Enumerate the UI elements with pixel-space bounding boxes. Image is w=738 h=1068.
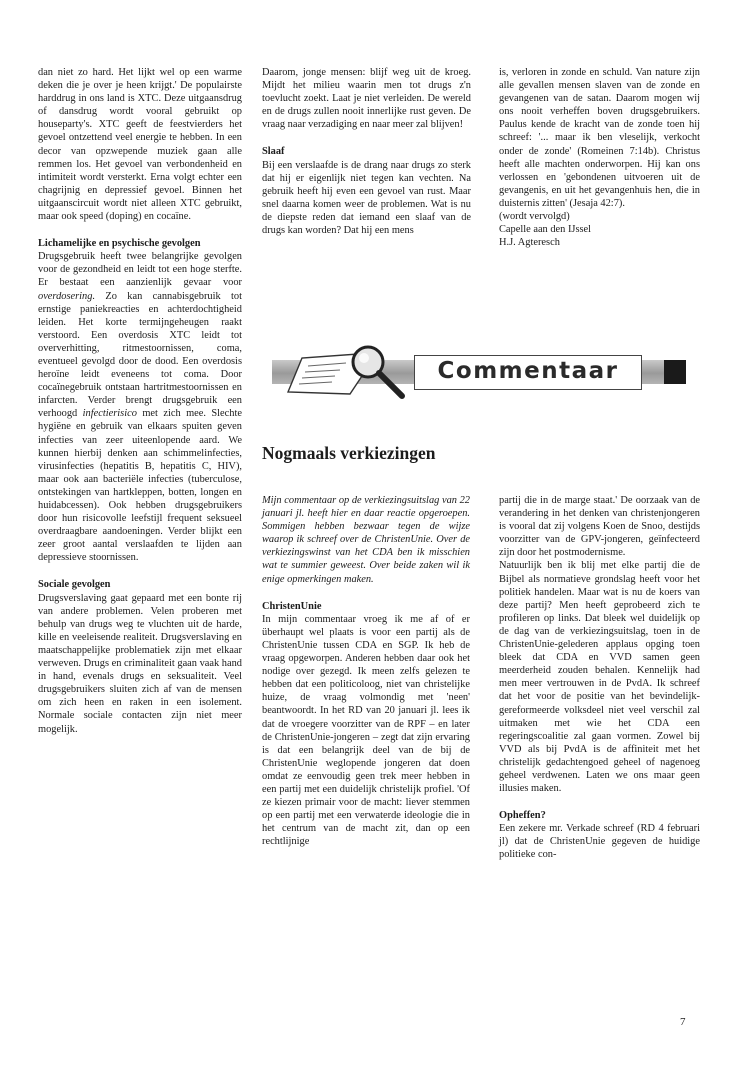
column-1 [38, 66, 242, 736]
article-title: Nogmaals verkiezingen [262, 443, 436, 463]
article-lead: Mijn commentaar op de verkiezingsuitslag van 22 januari jl. heeft hier en daar reactie opgeroepen. Sommigen hebben bezwaar tegen de wijze waarop ik schreef over de ChristenUnie. Over de verkiezingswinst van het CDA ben ik misschien wat te summier geweest. Over beide zaken wil ik enige opmerkingen maken. [262, 495, 470, 585]
heading-opheffen: Opheffen? [499, 810, 546, 822]
heading-sociale-gevolgen: Sociale gevolgen [38, 579, 111, 591]
place-line: Capelle aan den IJssel [499, 224, 592, 236]
magnifier-paper-icon [280, 340, 410, 406]
author-name: H.J. Agteresch [499, 237, 560, 249]
article-paragraph-4: Een zekere mr. Verkade schreef (RD 4 februari jl) dat de ChristenUnie gegeven de huidige politieke con- [499, 823, 700, 861]
col1-paragraph-social: Drugsverslaving gaat gepaard met een bonte rij van andere problemen. Velen proberen met behulp van drugs weg te vluchten uit de harde, kille en veeleisende realiteit. Drugsverslaving en maatschappelijke problematiek zijn met elkaar verweven. Drugs en criminaliteit gaan vaak hand in hand, evenals drugs en seksualiteit. Veel drugsgebruikers sluiten zich af van de mensen om zich heen en raken in een isolement. Normale sociale contacten zijn niet meer mogelijk. [38, 592, 242, 735]
continued-note: (wordt vervolgd) [499, 211, 570, 223]
col3-paragraph: is, verloren in zonde en schuld. Van nature zijn alle gevallen mensen slaven van de zonde en gevangenen van de satan. Daarom mogen wij ons nooit verheffen boven drugsgebruikers. Paulus kende de kracht van de zonde toen hij schreef: '... maar ik ben vleselijk, verkocht onder de zonde' (Romeinen 7:14b). Christus heeft alle machten onderworpen. Hij kan ons verlossen en 'gebondenen uitvoeren uit de gevangenis, en uit het gevangenhuis hen, die in duisternis zitten' (Jesaja 42:7). [499, 67, 700, 209]
column-3 [499, 66, 700, 249]
banner-label: Commentaar [437, 358, 619, 384]
col1-intro: dan niet zo hard. Het lijkt wel op een warme deken die je over je heen krijgt.' De populairste harddrug in ons land is XTC. Deze uitgaansdrug of dansdrug wordt vooral gebruikt op houseparty's. XTC geeft de feestvierders het gevoel ontzettend veel energie te hebben. In een decor van opzwepende muziek gaan alle remmen los. Het gevoel van verbondenheid en intimiteit wordt versterkt. Erna volgt echter een chagrijnig en depressief gevoel. Binnen het uitgaanscircuit wordt niet alleen XTC gebruikt, maar ook speed (doping) en cocaïne. [38, 67, 242, 223]
article-column-right [499, 494, 700, 862]
banner-end-block [664, 360, 686, 384]
article-paragraph-1: In mijn commentaar vroeg ik me af of er überhaupt wel plaats is voor een partij als de ChristenUnie tussen CDA en SGP. Ik heb de vraag opgeworpen. Anderen hebben daar ook het nodige over gezegd. Ik meen zelfs gelezen te hebben dat een politicoloog, niet van christelijke huize, de vraag volmondig met 'neen' beantwoordt. In het RD van 20 januari jl. lees ik dat de vroegere voorzitter van de RPF – en later de ChristenUnie-jongeren – zegt dat zijn ervaring is dat een belangrijk deel van de bij de ChristenUnie weglopende jongeren dat doen omdat ze eenvoudig geen trek meer hebben in een partij met een duidelijk christelijk profiel. 'Of ze kiezen primair voor de macht: liever stemmen op een partij met een verwaterde ideologie die in het centrum van de macht zit, dan op een rechtlijnige [262, 613, 470, 848]
article-paragraph-2: partij die in de marge staat.' De oorzaak van de verandering in het denken van christenjongeren is vooral dat zij volgens Koen de Snoo, destijds voorzitter van de GPV-jongeren, geïnfecteerd zijn door het postmodernisme. [499, 495, 700, 559]
page-number: 7 [680, 1016, 686, 1028]
col2-intro: Daarom, jonge mensen: blijf weg uit de kroeg. Mijdt het milieu waarin men tot drugs z'n toevlucht zoekt. Laat je niet verleiden. De wereld en de drugs zullen nooit innerlijke rust geven. De vraag naar verzadiging en naar meer zal blijven! [262, 67, 471, 131]
article-paragraph-3: Natuurlijk ben ik blij met elke partij die de Bijbel als normatieve grondslag heeft voor het politiek handelen. Maar wat is nu de koers van deze partij? Men heeft geprobeerd zich te profileren op links. Dat bleek wel duidelijk op de dag van de verkiezingsuitslag, toen in de ChristenUnie-gelederen applaus opging toen bleek dat CDA en VVD samen geen meerderheid zouden behalen. Kennelijk had men meer vertrouwen in de PvdA. Ik schreef dat het voor de positie van het bevindelijk-gereformeerde volksdeel niet veel verschil zal uitmaken met wie het CDA een regeringscoalitie zal gaan vormen. Zowel bij VVD als bij PvdA is de affiniteit met het christelijk gedachtengoed geheel of nagenoeg geheel verdwenen. Laten we ons maar geen illusies maken. [499, 560, 700, 795]
col2-paragraph: Bij een verslaafde is de drang naar drugs zo sterk dat hij er eigenlijk niet tegen kan vechten. Na gebruik heeft hij even een gevoel van rust. Maar snel daarna komen weer de problemen. Wat is nu de diepste reden dat iemand een slaaf van de drugs kan worden? Dat hij een mens [262, 159, 471, 237]
col1-paragraph-health: Drugsgebruik heeft twee belangrijke gevolgen voor de gezondheid en leidt tot een hoge sterfte. Er bestaat een aanzienlijk gevaar voor overdosering. Zo kan cannabisgebruik tot ernstige paniekreacties en achterdochtigheid leiden. Het korte termijngeheugen raakt verstoord. Een overdosis XTC leidt tot oververhitting, ritmestoornissen, coma, eventueel gevolgd door de dood. Een overdosis heroïne leidt eveneens tot coma. Door cocaïnegebruik ontstaan hartritmestoornissen en infarcten. Verder brengt drugsgebruik een verhoogd infectierisico met zich mee. Slechte hygiëne en gebruik van elkaars spuiten geven infecties van zeer uiteenlopende aard. We kunnen hierbij denken aan schimmelinfecties, virusinfecties (hepatitis B, hepatitis C, HIV), maar ook aan bacteriële infecties (tuberculose, ontstekingen van hartkleppen, botten, longen en huidabcessen). Ook hebben drugsgebruikers door hun risicovolle leefstijl frequent seksueel overdraagbare aandoeningen. Verder blijkt een zeer groot aantal verslaafden te lijden aan depressieve stoornissen. [38, 251, 242, 564]
heading-lichamelijke-gevolgen: Lichamelijke en psychische gevolgen [38, 238, 201, 250]
article-column-left [262, 494, 470, 848]
commentaar-banner [262, 340, 696, 406]
heading-christenunie: ChristenUnie [262, 600, 322, 612]
column-2 [262, 66, 471, 237]
heading-slaaf: Slaaf [262, 146, 285, 158]
